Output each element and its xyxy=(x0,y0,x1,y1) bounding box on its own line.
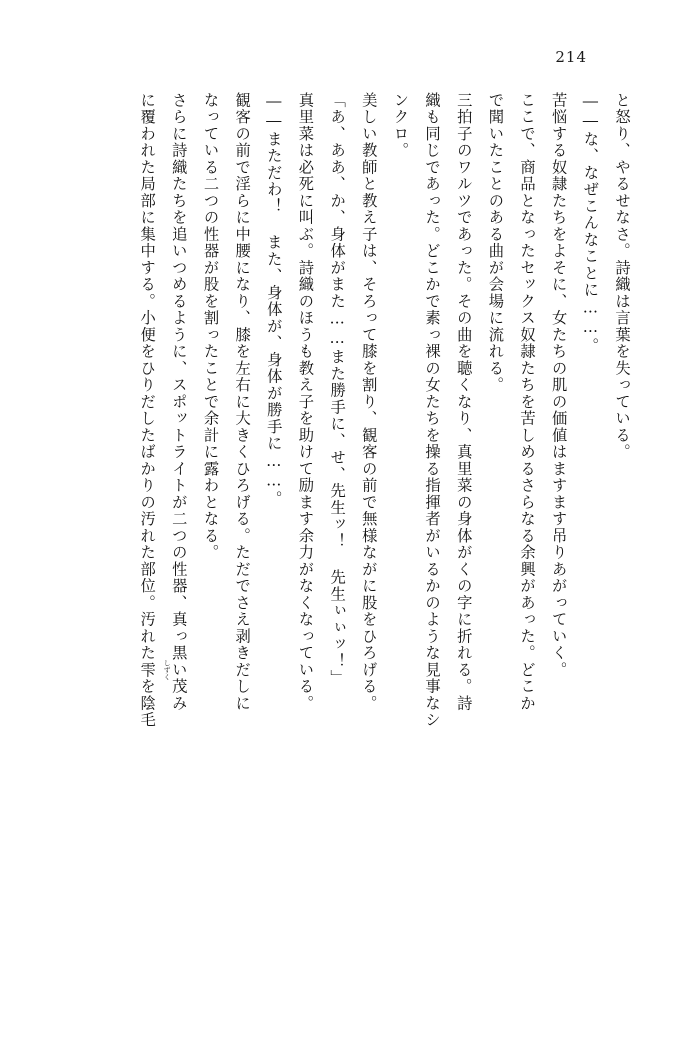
paragraph: 観客の前で淫らに中腰になり、膝を左右に大きくひろげる。ただでさえ剥きだしに xyxy=(233,92,252,712)
paragraph: 三拍子のワルツであった。その曲を聴くなり、真里菜の身体がくの字に折れる。詩 xyxy=(454,92,473,712)
paragraph: さらに詩織たちを追いつめるように、スポットライトが二つの性器、真っ黒い茂み xyxy=(169,92,188,712)
paragraph: ――まただわ！ また、身体が、身体が勝手に……。 xyxy=(264,92,283,508)
paragraph-with-ruby xyxy=(131,92,172,982)
paragraph-text: に覆われた局部に集中する。小便をひりだしたばかりの汚れた部位。汚れた雫 しずく を陰毛 xyxy=(138,92,156,729)
paragraph: 真里菜は必死に叫ぶ。詩織のほうも教え子を助けて励ます余力がなくなっている。 xyxy=(296,92,315,712)
ruby-reading: しずく xyxy=(163,659,172,681)
paragraph: なっている二つの性器が股を割ったことで余計に露わとなる。 xyxy=(201,92,220,561)
body-text xyxy=(40,92,637,982)
paragraph: ここで、商品となったセックス奴隷たちを苦しめるさらなる余興があった。どこか xyxy=(518,92,537,712)
paragraph: 織も同じであった。どこかで素っ裸の女たちを操る指揮者がいるかのような見事なシ xyxy=(423,92,442,729)
page-number: 214 xyxy=(555,48,587,66)
paragraph: で聞いたことのある曲が会場に流れる。 xyxy=(486,92,505,394)
ruby-group: 雫 しずく xyxy=(138,659,172,681)
paragraph: ンクロ。 xyxy=(391,92,410,159)
paragraph: ――な、なぜこんなことに……。 xyxy=(581,92,600,355)
paragraph: 苦悩する奴隷たちをよそに、女たちの肌の価値はますます吊りあがっていく。 xyxy=(549,92,568,679)
paragraph: 「あ、ああ、か、身体がまた……また勝手に、せ、先生ッ！ 先生ぃぃッ！」 xyxy=(328,92,347,687)
paragraph: 美しい教師と教え子は、そろって膝を割り、観客の前で無様ながに股をひろげる。 xyxy=(359,92,378,712)
paragraph: と怒り、やるせなさ。詩織は言葉を失っている。 xyxy=(613,92,631,461)
